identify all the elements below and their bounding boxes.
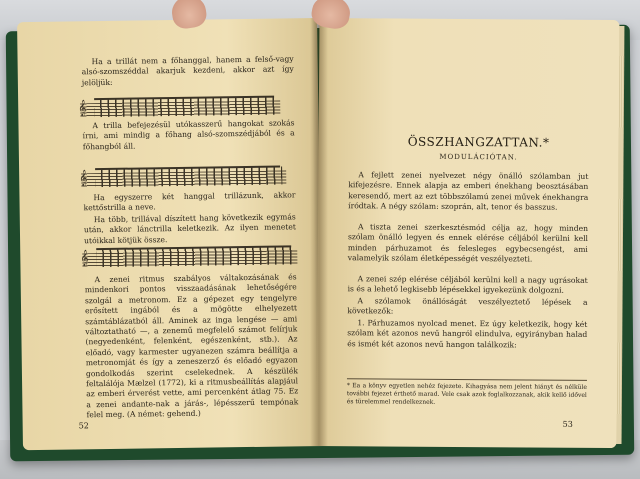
right-paragraph-1: A fejlett zenei nyelvezet négy önálló szólamban jut kifejezésre. Ennek alapja az emberi énekhang beosztásában keresendő, mert az ezt többszólamú zenei művek énekhangra íródtak. A négy szólam: szoprán, alt, tenor és basszus. — [348, 170, 589, 212]
right-paragraph-3: A zenei szép elérése céljából kerülni kell a nagy ugrásokat is és a lehető legkisebb lépésekkel igyekezünk dolgozni. — [347, 274, 588, 296]
left-paragraph-5: A zenei ritmus szabályos váltakozásának és mindenkori pontos visszaadásának lehetőségére szolgál a metronom. Ez a gépezet egy tengelyre erősített ingából és a mögötte elhelyezett számtáblázatból áll. Aminek az inga lengése — ami változtatható —, a zenemű megfelelő számot felírjuk (negyedenként, felenként, egészenként, stb.). Az előadó, vagy karmester ugyanezen számra beállítja a metronomját és így a zeneszerző és előadó egyazon gondolkodás szerint cselekednek. A készülék feltalálója Mælzel (1772), ki a ritmusbeállítás alapjául az emberi érverést vette, ami percenként átlag 75. Ez a zenei andante-nak a járás-, lépésszerű tempónak felel meg. (A német: gehend.) — [84, 272, 299, 420]
book-gutter — [310, 18, 328, 446]
right-page — [317, 18, 620, 448]
footnote: * Ea a könyv egyetlen nehéz fejezete. Kihagyása nem jelent hiányt és nélküle további fejezet érthető marad. Vele csak azok foglalkozzanak, akik kellő idővel és türelemmel rendelkeznek. — [346, 382, 587, 406]
footnote-rule — [347, 378, 587, 381]
music-staff-1 — [80, 101, 280, 118]
right-paragraph-2: A tiszta zenei szerkesztésmód célja az, hogy minden szólam önálló legyen és ennek elérése céljából kerülni kell minden párhuzamot és felesleges egybecsengést, ami valamelyik szólam életképességét veszélyezteti. — [347, 222, 589, 264]
treble-clef-icon: 𝄞 — [79, 170, 88, 187]
music-staff-2 — [81, 170, 286, 187]
right-page-number: 53 — [562, 419, 573, 429]
left-paragraph-2: A trilla befejezésül utókasszerű hangokat szokás írni, ami mindig a főhang alsó-szomszédjából és a főhangból áll. — [82, 118, 295, 152]
chapter-subtitle: MODULÁCIÓTAN. — [439, 152, 518, 162]
right-paragraph-4: A szólamok önállóságát veszélyeztető lépések a következők: — [347, 296, 588, 316]
treble-clef-icon: 𝄞 — [78, 100, 87, 117]
treble-clef-icon: 𝄞 — [80, 250, 89, 267]
right-paragraph-5: 1. Párhuzamos nyolcad menet. Ez úgy keletkezik, hogy két szólam két azonos nevű hangról elindulva, egyirányban halad és ismét két azonos nevű hangon találkozik: — [347, 318, 588, 350]
left-page — [17, 18, 323, 450]
left-page-number: 52 — [78, 421, 89, 431]
left-paragraph-1: Ha a trillát nem a főhanggal, hanem a felső-vagy alsó-szomszéddal akarjuk kezdeni, akkor azt így jelöljük: — [81, 54, 294, 88]
left-paragraph-4: Ha több, trillával díszített hang következik egymás után, akkor lánctrilla keletkezik. Az ilyen menetet utóikkal kötjük össze. — [83, 212, 296, 246]
music-staff-3 — [82, 250, 297, 267]
left-paragraph-3: Ha egyszerre két hanggal trillázunk, akkor kettőstrilla a neve. — [83, 190, 296, 213]
chapter-title: ÖSSZHANGZATTAN.* — [407, 134, 550, 150]
